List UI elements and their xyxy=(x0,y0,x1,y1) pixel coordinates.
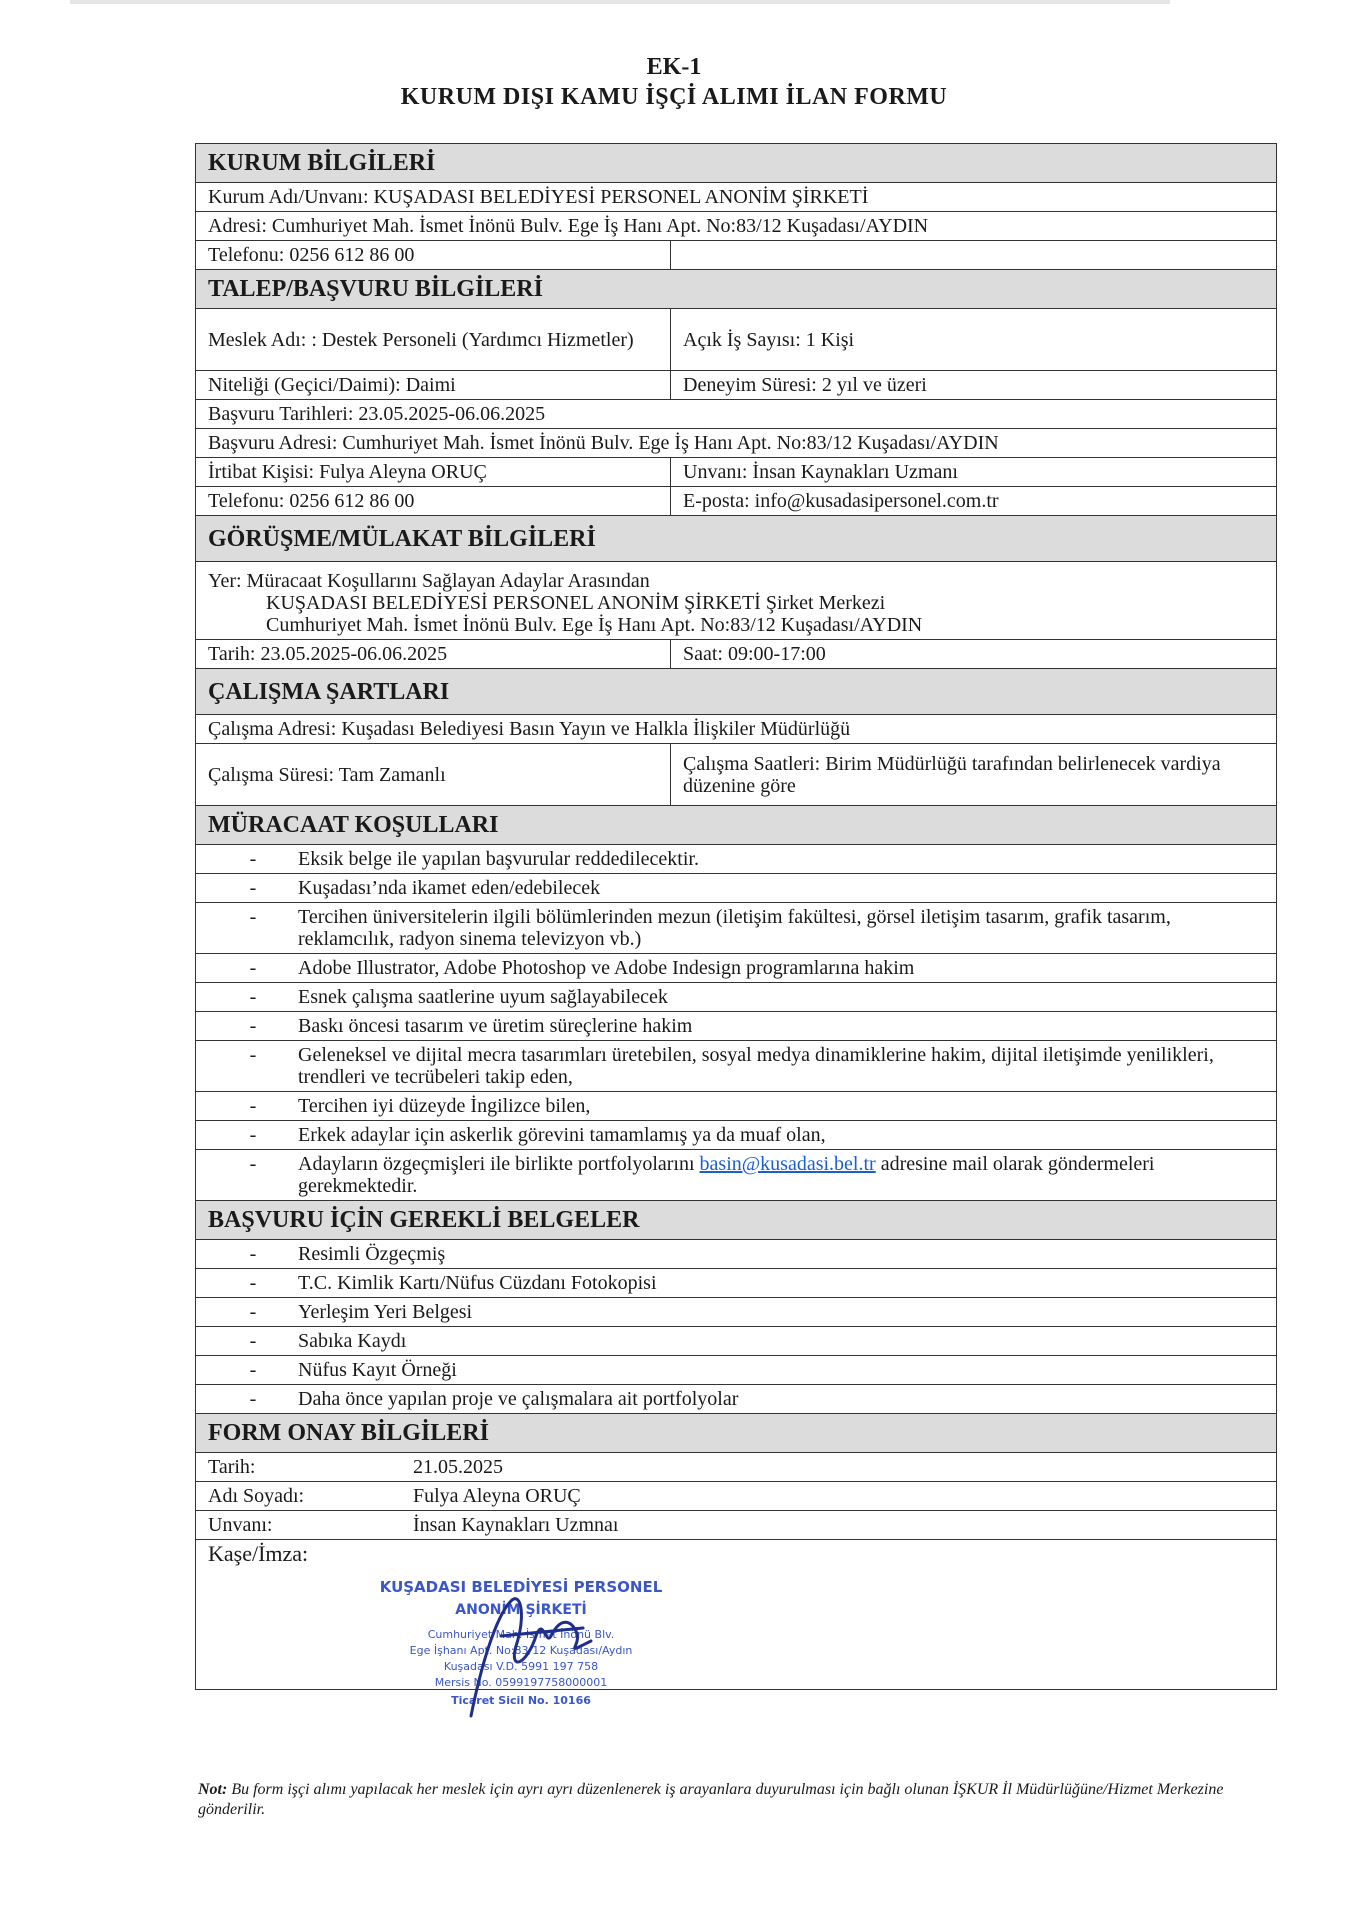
footnote-label: Not: xyxy=(198,1781,228,1798)
irtibat-eposta: E-posta: info@kusadasipersonel.com.tr xyxy=(671,487,1277,516)
muracaat-item: - Esnek çalışma saatlerine uyum sağlayabilecek xyxy=(196,983,1277,1012)
meslek-adi: Meslek Adı: : Destek Personeli (Yardımcı Hizmetler) xyxy=(196,309,671,371)
svg-text:Ticaret Sicil No. 10166: Ticaret Sicil No. 10166 xyxy=(451,1694,591,1707)
muracaat-email-before: Adayların özgeçmişleri ile birlikte portfolyolarını xyxy=(298,1153,695,1175)
section-calisma-heading: ÇALIŞMA ŞARTLARI xyxy=(196,669,1277,715)
form-title: KURUM DIŞI KAMU İŞÇİ ALIMI İLAN FORMU xyxy=(400,84,948,110)
calisma-saatleri: Çalışma Saatleri: Birim Müdürlüğü tarafından belirlenecek vardiya düzenine göre xyxy=(671,744,1277,806)
calisma-suresi: Çalışma Süresi: Tam Zamanlı xyxy=(196,744,671,806)
belge-item: - T.C. Kimlik Kartı/Nüfus Cüzdanı Fotokopisi xyxy=(196,1269,1277,1298)
belge-item: - Yerleşim Yeri Belgesi xyxy=(196,1298,1277,1327)
svg-text:Cumhuriyet Mah. İsmet İnönü Bl: Cumhuriyet Mah. İsmet İnönü Blv. xyxy=(427,1628,615,1641)
irtibat-kisisi: İrtibat Kişisi: Fulya Aleyna ORUÇ xyxy=(196,458,671,487)
niteligi: Niteliği (Geçici/Daimi): Daimi xyxy=(196,371,671,400)
muracaat-item: - Geleneksel ve dijital mecra tasarımları üretebilen, sosyal medya dinamiklerine hakim, dijital iletişimde yenilikleri, trendleri ve tecrübeleri takip eden, xyxy=(196,1041,1277,1092)
muracaat-item: - Baskı öncesi tasarım ve üretim süreçlerine hakim xyxy=(196,1012,1277,1041)
footnote-text: Bu form işçi alımı yapılacak her meslek için ayrı ayrı düzenlenerek iş arayanlara duyurulması için bağlı olunan İŞKUR İl Müdürlüğüne/Hizmet Merkezine gönderilir. xyxy=(198,1781,1224,1818)
section-onay-heading: FORM ONAY BİLGİLERİ xyxy=(196,1414,1277,1453)
document-header xyxy=(0,52,1348,112)
basvuru-adresi: Başvuru Adresi: Cumhuriyet Mah. İsmet İnönü Bulv. Ege İş Hanı Apt. No:83/12 Kuşadası/AYDIN xyxy=(196,429,1277,458)
gorusme-tarih: Tarih: 23.05.2025-06.06.2025 xyxy=(196,640,671,669)
kurum-empty-cell xyxy=(671,241,1277,270)
onay-tarih: Tarih: 21.05.2025 xyxy=(196,1453,1277,1482)
irtibat-unvani: Unvanı: İnsan Kaynakları Uzmanı xyxy=(671,458,1277,487)
svg-text:KUŞADASI BELEDİYESİ PERSONEL: KUŞADASI BELEDİYESİ PERSONEL xyxy=(379,1578,663,1596)
onay-unvan: Unvanı: İnsan Kaynakları Uzmnaı xyxy=(196,1511,1277,1540)
footnote xyxy=(198,1780,1258,1820)
kase-imza-cell xyxy=(196,1540,1277,1707)
belge-item: - Sabıka Kaydı xyxy=(196,1327,1277,1356)
company-stamp-with-signature xyxy=(321,1576,721,1726)
section-talep-heading: TALEP/BAŞVURU BİLGİLERİ xyxy=(196,270,1277,309)
kurum-phone: Telefonu: 0256 612 86 00 xyxy=(196,241,671,270)
gorusme-saat: Saat: 09:00-17:00 xyxy=(671,640,1277,669)
scan-edge xyxy=(70,0,1170,4)
muracaat-email-after: adresine mail olarak göndermeleri gerekmektedir. xyxy=(298,1153,1155,1197)
muracaat-item: - Eksik belge ile yapılan başvurular reddedilecektir. xyxy=(196,845,1277,874)
belge-item: - Nüfus Kayıt Örneği xyxy=(196,1356,1277,1385)
kase-imza-label: Kaşe/İmza: xyxy=(208,1541,309,1566)
belge-item: - Daha önce yapılan proje ve çalışmalara ait portfolyolar xyxy=(196,1385,1277,1414)
muracaat-item: - Adobe Illustrator, Adobe Photoshop ve Adobe Indesign programlarına hakim xyxy=(196,954,1277,983)
muracaat-item: - Kuşadası’nda ikamet eden/edebilecek xyxy=(196,874,1277,903)
acik-is-sayisi: Açık İş Sayısı: 1 Kişi xyxy=(671,309,1277,371)
muracaat-item: - Tercihen iyi düzeyde İngilizce bilen, xyxy=(196,1092,1277,1121)
gorusme-yer xyxy=(196,562,1277,640)
section-muracaat-heading: MÜRACAAT KOŞULLARI xyxy=(196,806,1277,845)
calisma-adresi: Çalışma Adresi: Kuşadası Belediyesi Basın Yayın ve Halkla İlişkiler Müdürlüğü xyxy=(196,715,1277,744)
gorusme-yer-line2: KUŞADASI BELEDİYESİ PERSONEL ANONİM ŞİRKETİ Şirket Merkezi xyxy=(266,592,886,614)
muracaat-item-email: - Adayların özgeçmişleri ile birlikte portfolyolarını basin@kusadasi.bel.tr adresine mail olarak göndermeleri gerekmektedir. xyxy=(196,1150,1277,1201)
irtibat-telefonu: Telefonu: 0256 612 86 00 xyxy=(196,487,671,516)
muracaat-item: - Tercihen üniversitelerin ilgili bölümlerinden mezun (iletişim fakültesi, görsel iletişim tasarım, grafik tasarım, reklamcılık, radyon sinema televizyon vb.) xyxy=(196,903,1277,954)
kurum-address: Adresi: Cumhuriyet Mah. İsmet İnönü Bulv. Ege İş Hanı Apt. No:83/12 Kuşadası/AYDIN xyxy=(196,212,1277,241)
svg-text:Mersis No. 0599197758000001: Mersis No. 0599197758000001 xyxy=(434,1676,608,1689)
announcement-form-table xyxy=(195,143,1277,1707)
deneyim-suresi: Deneyim Süresi: 2 yıl ve üzeri xyxy=(671,371,1277,400)
onay-adsoyad: Adı Soyadı: Fulya Aleyna ORUÇ xyxy=(196,1482,1277,1511)
muracaat-item: - Erkek adaylar için askerlik görevini tamamlamış ya da muaf olan, xyxy=(196,1121,1277,1150)
belge-item: - Resimli Özgeçmiş xyxy=(196,1240,1277,1269)
annex-label: EK-1 xyxy=(646,54,702,80)
application-email-link[interactable]: basin@kusadasi.bel.tr xyxy=(699,1153,876,1175)
svg-text:ANONİM ŞİRKETİ: ANONİM ŞİRKETİ xyxy=(455,1602,587,1618)
kurum-name: Kurum Adı/Unvanı: KUŞADASI BELEDİYESİ PERSONEL ANONİM ŞİRKETİ xyxy=(196,183,1277,212)
svg-text:Kuşadası V.D. 5991 197 758: Kuşadası V.D. 5991 197 758 xyxy=(443,1660,599,1673)
section-belgeler-heading: BAŞVURU İÇİN GEREKLİ BELGELER xyxy=(196,1201,1277,1240)
gorusme-yer-line3: Cumhuriyet Mah. İsmet İnönü Bulv. Ege İş Hanı Apt. No:83/12 Kuşadası/AYDIN xyxy=(266,614,923,636)
basvuru-tarihleri: Başvuru Tarihleri: 23.05.2025-06.06.2025 xyxy=(196,400,1277,429)
section-kurum-heading: KURUM BİLGİLERİ xyxy=(196,144,1277,183)
gorusme-yer-line1: Yer: Müracaat Koşullarını Sağlayan Adaylar Arasından xyxy=(208,570,650,592)
section-gorusme-heading: GÖRÜŞME/MÜLAKAT BİLGİLERİ xyxy=(196,516,1277,562)
svg-text:Ege İşhanı Apt. No:83/12 Kuşad: Ege İşhanı Apt. No:83/12 Kuşadası/Aydın xyxy=(409,1644,633,1657)
